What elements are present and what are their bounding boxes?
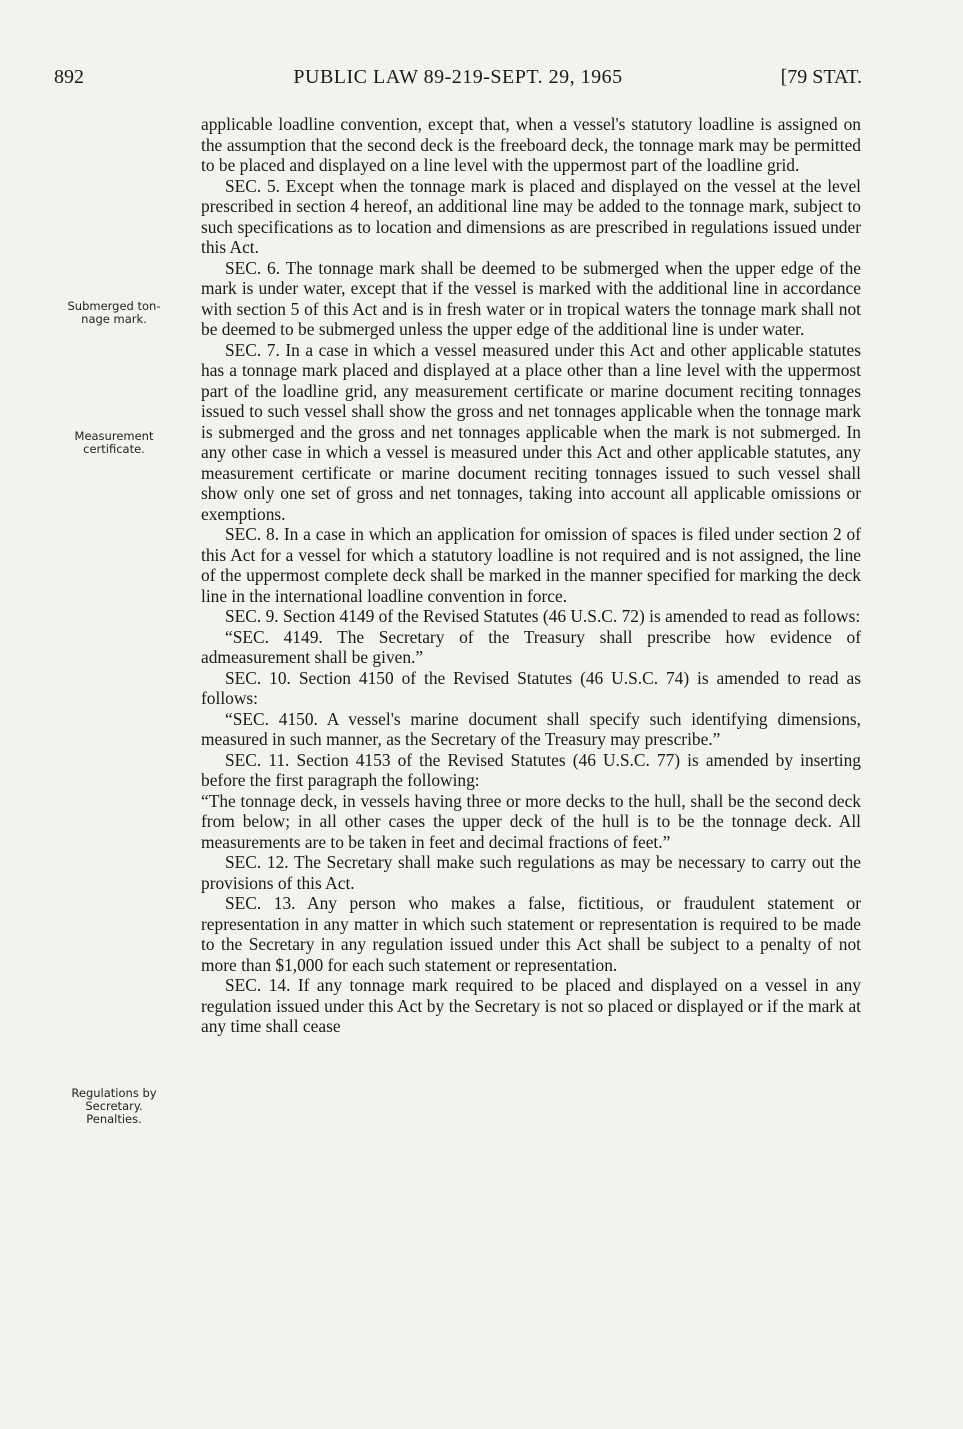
section-5: SEC. 5. Except when the tonnage mark is placed and displayed on the vessel at the level prescribed in section 4 hereof, an additional line may be added to the tonnage mark, subject to such specifications as to location and dimensions as are prescribed in regulations issued under this Act. — [201, 175, 861, 257]
section-11: SEC. 11. Section 4153 of the Revised Statutes (46 U.S.C. 77) is amended by inserting before the first paragraph the following: — [201, 749, 861, 790]
tonnage-deck-quote: “The tonnage deck, in vessels having three or more decks to the hull, shall be the second deck from below; in all other cases the upper deck of the hull is to be the tonnage deck. All measurements are to be taken in feet and decimal fractions of feet.” — [201, 790, 861, 852]
section-label: SEC. 14. — [225, 975, 291, 995]
section-label: SEC. 9. — [225, 606, 279, 626]
section-4149-quote: “SEC. 4149. The Secretary of the Treasury shall prescribe how evidence of admeasurement shall be given.” — [201, 626, 861, 667]
section-6: SEC. 6. The tonnage mark shall be deemed to be submerged when the upper edge of the mark is under water, except that if the vessel is marked with the additional line in accordance with section 5 of this Act and is in fresh water or in tropical waters the tonnage mark shall not be deemed to be submerged unless the upper edge of the additional line is under water. — [201, 257, 861, 339]
body-text — [201, 114, 861, 1037]
section-9: SEC. 9. Section 4149 of the Revised Statutes (46 U.S.C. 72) is amended to read as follows: — [225, 606, 861, 626]
section-label: SEC. 8. — [225, 524, 280, 544]
section-label: SEC. 11. — [225, 749, 290, 770]
section-label: SEC. 10. — [225, 667, 291, 688]
section-7: SEC. 7. In a case in which a vessel measured under this Act and other applicable statutes has a tonnage mark placed and displayed at a place other than a line level with the uppermost part of the loadline grid, any measurement certificate or marine document reciting tonnages issued to such vessel shall show the gross and net tonnages applicable when the tonnage mark is submerged and the gross and net tonnages applicable when the mark is not submerged. In any other case in which a vessel is measured under this Act and other applicable statutes, any measurement certificate or marine document reciting tonnages issued to such vessel shall show only one set of gross and net tonnages, taking into account all applicable omissions or exemptions. — [201, 339, 861, 524]
margin-note-regulations: Regulations by Secretary. Penalties. — [71, 1086, 157, 1126]
paragraph-continuation: applicable loadline convention, except that, when a vessel's statutory loadline is assigned on the assumption that the second deck is the freeboard deck, the tonnage mark may be permitted to be placed and displayed on a line level with the uppermost part of the loadline grid. — [201, 114, 861, 175]
section-label: SEC. 6. — [225, 257, 281, 278]
margin-note-submerged: Submerged ton- nage mark. — [67, 299, 161, 326]
section-10: SEC. 10. Section 4150 of the Revised Statutes (46 U.S.C. 74) is amended to read as follows: — [201, 667, 862, 708]
section-4150-quote: “SEC. 4150. A vessel's marine document shall specify such identifying dimensions, measured in such manner, as the Secretary of the Treasury may prescribe.” — [201, 708, 862, 749]
section-13: SEC. 13. Any person who makes a false, fictitious, or fraudulent statement or representation in any matter in which such statement or representation is required to be made to the Secretary in any regulation issued under this Act shall be subject to a penalty of not more than $1,000 for each such statement or representation. — [201, 893, 862, 975]
section-label: SEC. 7. — [225, 339, 280, 360]
section-8: SEC. 8. In a case in which an application for omission of spaces is filed under section 2 of this Act for a vessel for which a statutory loadline is not required and is not assigned, the line of the uppermost complete deck shall be marked in the manner specified for marking the deck line in the international loadline convention in force. — [201, 524, 861, 606]
section-label: “SEC. 4150. — [225, 708, 318, 729]
section-14: SEC. 14. If any tonnage mark required to be placed and displayed on a vessel in any regulation issued under this Act by the Secretary is not so placed or displayed or if the mark at any time shall cease — [201, 975, 862, 1036]
volume-citation: [79 STAT. — [780, 66, 862, 88]
margin-note-measurement: Measurement certificate. — [74, 429, 154, 456]
section-label: “SEC. 4149. — [225, 626, 323, 647]
page-header — [54, 66, 862, 96]
page-number: 892 — [54, 66, 84, 88]
running-title: PUBLIC LAW 89-219-SEPT. 29, 1965 — [293, 66, 623, 88]
section-label: SEC. 12. — [225, 852, 289, 872]
section-label: SEC. 5. — [225, 175, 280, 196]
section-label: SEC. 13. — [225, 893, 296, 913]
section-12: SEC. 12. The Secretary shall make such regulations as may be necessary to carry out the provisions of this Act. — [201, 852, 862, 893]
